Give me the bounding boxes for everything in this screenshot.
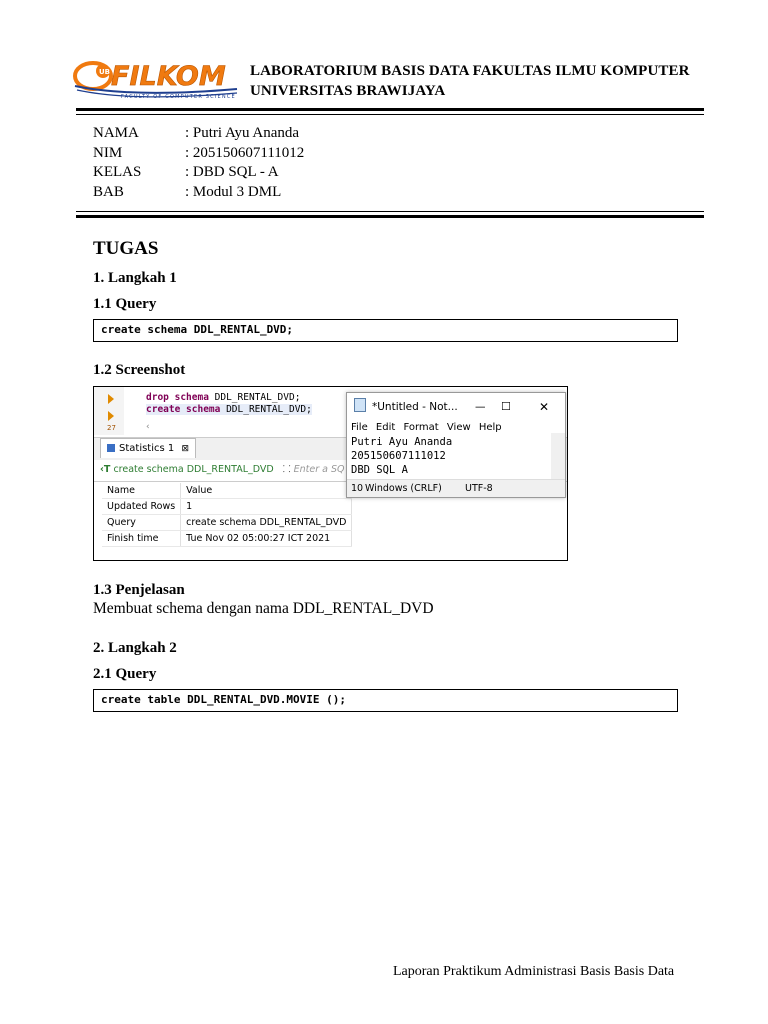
table-cell: Updated Rows: [102, 499, 181, 515]
notepad-menubar: [351, 421, 502, 435]
screenshot-image: [93, 386, 568, 561]
page-footer: Laporan Praktikum Administrasi Basis Basis Data: [393, 964, 675, 979]
step1-query-box: create schema DDL_RENTAL_DVD;: [93, 319, 678, 342]
expand-icon[interactable]: ⸬: [282, 464, 291, 475]
filter-text[interactable]: create schema DDL_RENTAL_DVD: [113, 464, 274, 475]
step1-screenshot-heading: 1.2 Screenshot: [93, 362, 186, 378]
header-title-line1: LABORATORIUM BASIS DATA FAKULTAS ILMU KOMPUTER: [250, 63, 690, 79]
filter-input[interactable]: Enter a SQ: [293, 464, 345, 475]
notepad-statusbar: [347, 479, 565, 497]
table-row: [102, 515, 352, 531]
student-info: [93, 124, 304, 202]
notepad-text-area[interactable]: Putri Ayu Ananda 205150607111012 DBD SQL A: [351, 436, 453, 476]
filkom-logo: [73, 58, 241, 100]
notepad-window: [346, 392, 566, 498]
editor-line-1: drop schema DDL_RENTAL_DVD;: [146, 392, 301, 403]
section-title: TUGAS: [93, 238, 159, 259]
header-title-line2: UNIVERSITAS BRAWIJAYA: [250, 83, 446, 99]
logo-wordmark: FILKOM: [111, 61, 226, 92]
step1-explain-heading: 1.3 Penjelasan: [93, 582, 185, 598]
statistics-table: [102, 483, 352, 547]
table-cell: Query: [102, 515, 181, 531]
editor-line-2: create schema DDL_RENTAL_DVD;: [146, 404, 312, 415]
table-header-cell: Name: [102, 483, 181, 499]
line-number: 27: [107, 424, 116, 432]
notepad-scrollbar[interactable]: [551, 433, 565, 479]
status-encoding: UTF-8: [465, 483, 493, 494]
step2-query-box: create table DDL_RENTAL_DVD.MOVIE ();: [93, 689, 678, 712]
info-row-nama: NAMA : Putri Ayu Ananda: [93, 125, 300, 141]
menu-help[interactable]: Help: [478, 422, 502, 433]
menu-view[interactable]: View: [446, 422, 471, 433]
close-icon[interactable]: ✕: [539, 400, 550, 414]
header-title: [250, 61, 690, 101]
info-row-kelas: KELAS : DBD SQL - A: [93, 164, 279, 180]
notepad-title: *Untitled - Not...: [372, 401, 458, 413]
step1-heading: 1. Langkah 1: [93, 270, 177, 286]
sql-filter-icon: ‹T: [100, 464, 111, 475]
info-row-bab: BAB : Modul 3 DML: [93, 183, 282, 200]
run-arrow-icon: [108, 411, 114, 421]
notepad-titlebar: [347, 393, 565, 421]
step1-explanation: Membuat schema dengan nama DDL_RENTAL_DVD: [93, 600, 434, 617]
notepad-icon: [354, 398, 366, 412]
close-icon[interactable]: ⊠: [181, 444, 189, 454]
table-cell: Tue Nov 02 05:00:27 ICT 2021: [181, 531, 352, 547]
info-row-nim: NIM : 205150607111012: [93, 144, 305, 161]
step2-heading: 2. Langkah 2: [93, 640, 177, 656]
minimize-icon[interactable]: —: [475, 401, 486, 413]
maximize-icon[interactable]: ☐: [501, 400, 511, 413]
status-eol: Windows (CRLF): [365, 483, 442, 494]
menu-format[interactable]: Format: [403, 422, 439, 433]
table-row: [102, 531, 352, 547]
table-header-row: [102, 483, 352, 499]
table-cell: create schema DDL_RENTAL_DVD: [181, 515, 352, 531]
logo-badge: UB: [99, 68, 111, 76]
menu-file[interactable]: File: [351, 422, 368, 433]
header-rule-thin: [76, 114, 704, 115]
scroll-left-icon: ‹: [146, 422, 150, 432]
run-arrow-icon: [108, 394, 114, 404]
tab-statistics[interactable]: Statistics 1 ⊠: [100, 438, 196, 458]
table-cell: 1: [181, 499, 352, 515]
menu-edit[interactable]: Edit: [375, 422, 396, 433]
table-cell: Finish time: [102, 531, 181, 547]
status-position: 10: [351, 483, 364, 494]
step1-query-heading: 1.1 Query: [93, 296, 157, 312]
table-icon: [107, 444, 115, 452]
info-rule-thin: [76, 211, 704, 212]
info-rule-thick: [76, 215, 704, 218]
logo-subtitle: FACULTY OF COMPUTER SCIENCE: [121, 94, 236, 100]
table-header-cell: Value: [181, 483, 352, 499]
header-rule-thick: [76, 108, 704, 111]
step2-query-heading: 2.1 Query: [93, 666, 157, 682]
table-row: [102, 499, 352, 515]
